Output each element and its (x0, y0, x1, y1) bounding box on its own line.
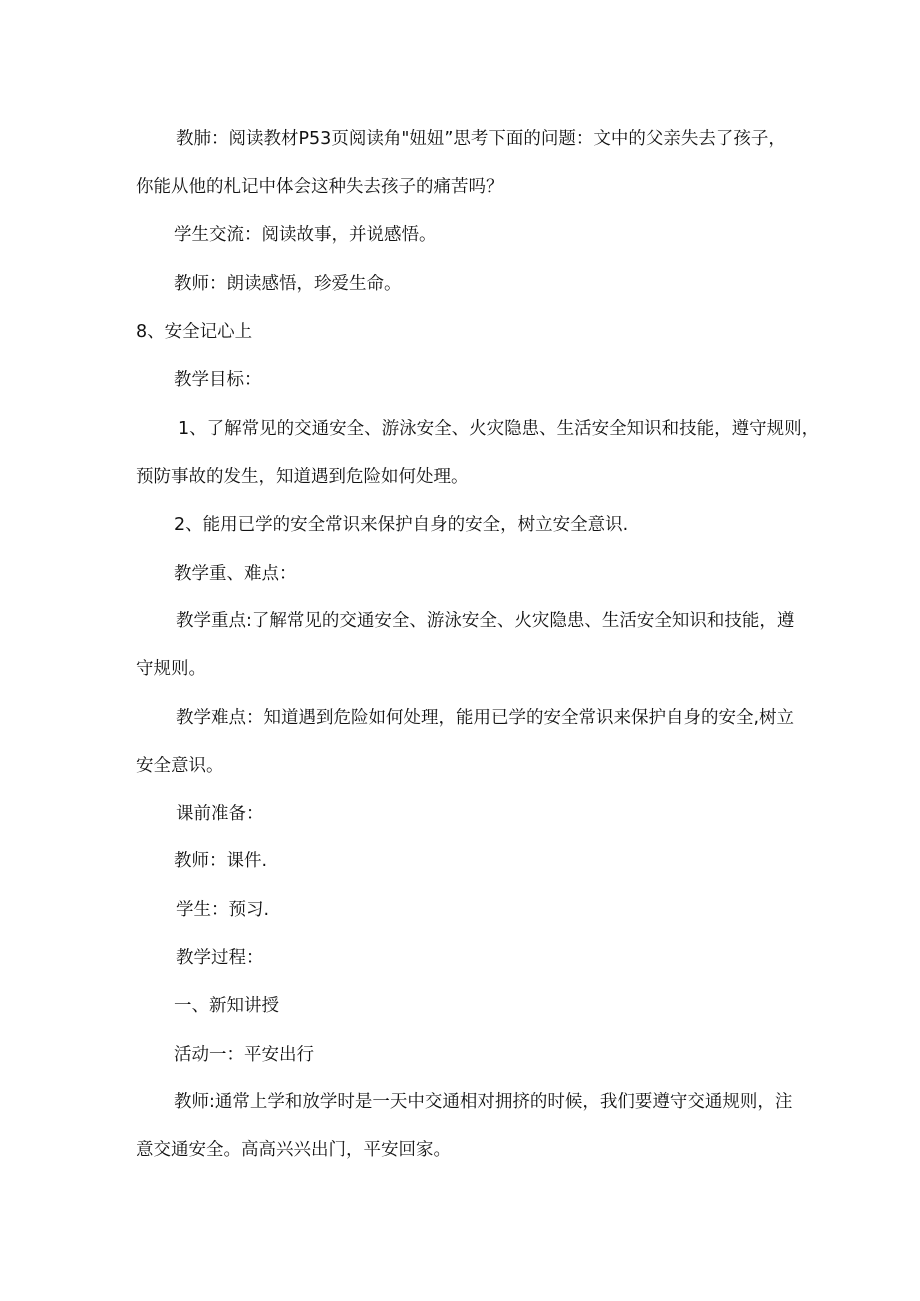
text-line: 1、了解常见的交通安全、游泳安全、火灾隐患、生活安全知识和技能，遵守规则， (178, 419, 820, 439)
text-line: 学生交流：阅读故事，并说感悟。 (174, 225, 437, 245)
text-line: 教学目标： (174, 370, 262, 390)
text-line: 安全意识。 (136, 756, 224, 776)
text-line: 守规则。 (136, 659, 206, 679)
text-line: 教师：课件. (174, 851, 268, 871)
text-line: 一、新知讲授 (174, 996, 279, 1016)
text-line: 教师：朗读感悟，珍爱生命。 (174, 274, 402, 294)
text-line: 学生：预习. (176, 900, 270, 920)
text-line: 预防事故的发生，知道遇到危险如何处理。 (136, 467, 469, 487)
text-line: 课前准备： (176, 804, 264, 824)
text-line: 教学过程： (176, 948, 264, 968)
text-line: 意交通安全。高高兴兴出门，平安回家。 (136, 1140, 451, 1160)
text-line: 教学重点:了解常见的交通安全、游泳安全、火灾隐患、生活安全知识和技能，遵 (176, 611, 795, 631)
text-line: 你能从他的札记中体会这种失去孩子的痛苦吗？ (136, 177, 504, 197)
text-line: 2、能用已学的安全常识来保护自身的安全，树立安全意识. (174, 515, 629, 535)
text-line: 活动一：平安出行 (174, 1045, 314, 1065)
text-line: 教学重、难点： (174, 564, 297, 584)
text-line: 教学难点：知道遇到危险如何处理，能用已学的安全常识来保护自身的安全,树立 (176, 708, 795, 728)
section-heading: 8、安全记心上 (136, 322, 253, 342)
text-line: 教肺：阅读教材P53页阅读角"妞妞”思考下面的问题：文中的父亲失去了孩子， (176, 129, 786, 149)
text-line: 教师:通常上学和放学时是一天中交通相对拥挤的时候，我们要遵守交通规则，注 (174, 1092, 793, 1112)
